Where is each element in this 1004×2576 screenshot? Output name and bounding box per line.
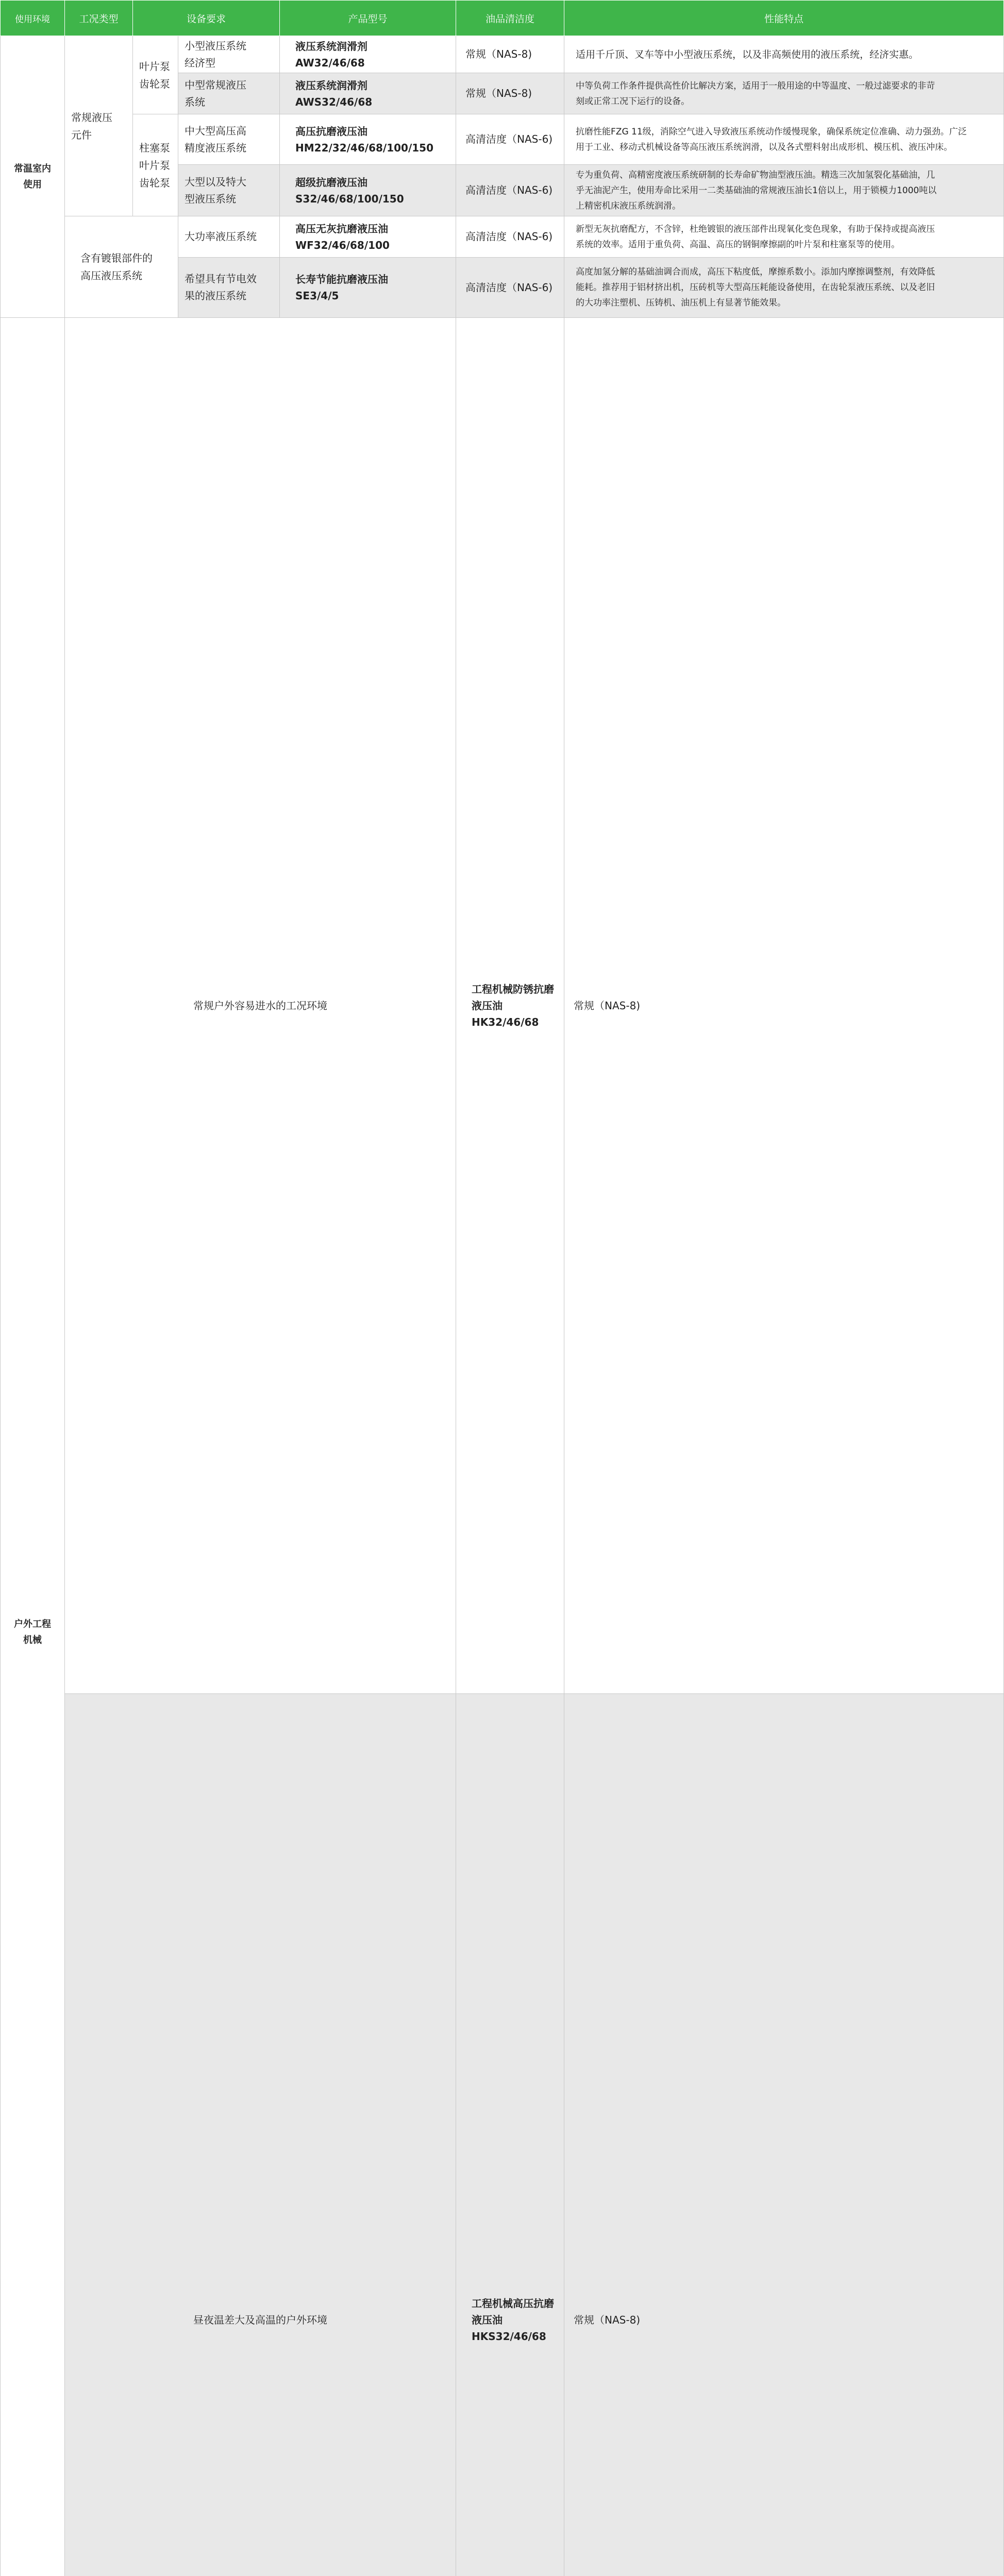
desc-cell: 高度加氢分解的基础油调合而成，高压下粘度低，摩擦系数小。添加内摩擦调整剂，有效降低 能耗。推荐用于铝材挤出机，压砖机等大型高压耗能设备使用，在齿轮泵液压系统、以及老旧 的大功率注塑机、压铸机、油压机上有显著节能效果。 [564, 258, 1004, 318]
cleanliness-cell: 高清洁度（NAS-6) [456, 114, 564, 165]
cat-conventional: 常规液压 元件 [65, 36, 133, 216]
cleanliness-cell: 常规（NAS-8) [564, 1694, 1004, 2576]
model-cell: 工程机械防锈抗磨液压油 HK32/46/68 [456, 318, 564, 1694]
env-outdoor: 户外工程 机械 [1, 318, 65, 2576]
device-cell: 大功率液压系统 [178, 216, 280, 258]
device-cell: 中型常规液压 系统 [178, 73, 280, 114]
table-row [1, 216, 1004, 258]
device-cell: 小型液压系统 经济型 [178, 36, 280, 73]
header-condition: 工况类型 [65, 1, 133, 36]
cleanliness-cell: 常规（NAS-8) [564, 318, 1004, 1694]
device-cell: 中大型高压高 精度液压系统 [178, 114, 280, 165]
cleanliness-cell: 常规（NAS-8) [456, 73, 564, 114]
device-cell: 常规户外容易进水的工况环境 [65, 318, 456, 1694]
header-product: 产品型号 [280, 1, 456, 36]
header-device: 设备要求 [133, 1, 280, 36]
cleanliness-cell: 高清洁度（NAS-6) [456, 258, 564, 318]
cleanliness-cell: 高清洁度（NAS-6) [456, 165, 564, 216]
table-row [1, 318, 1004, 1694]
device-cell: 昼夜温差大及高温的户外环境 [65, 1694, 456, 2576]
table-header-row [1, 1, 1004, 36]
model-cell: 工程机械高压抗磨液压油 HKS32/46/68 [456, 1694, 564, 2576]
model-cell: 液压系统润滑剂 AWS32/46/68 [280, 73, 456, 114]
desc-cell: 新型无灰抗磨配方，不含锌，杜绝镀银的液压部件出现氧化变色现象，有助于保持或提高液压 系统的效率。适用于重负荷、高温、高压的钢铜摩擦副的叶片泵和柱塞泵等的使用。 [564, 216, 1004, 258]
cat-piston-vane-gear: 柱塞泵 叶片泵 齿轮泵 [133, 114, 178, 216]
model-cell: 高压抗磨液压油 HM22/32/46/68/100/150 [280, 114, 456, 165]
desc-cell: 中等负荷工作条件提供高性价比解决方案，适用于一般用途的中等温度、一般过滤要求的非苛 刻或正常工况下运行的设备。 [564, 73, 1004, 114]
device-cell: 大型以及特大 型液压系统 [178, 165, 280, 216]
model-cell: 长寿节能抗磨液压油 SE3/4/5 [280, 258, 456, 318]
desc-cell: 适用千斤顶、叉车等中小型液压系统，以及非高频使用的液压系统，经济实惠。 [564, 36, 1004, 73]
model-cell: 高压无灰抗磨液压油 WF32/46/68/100 [280, 216, 456, 258]
cat-vane-gear: 叶片泵 齿轮泵 [133, 36, 178, 114]
env-indoor: 常温室内 使用 [1, 36, 65, 318]
cat-silver: 含有镀银部件的 高压液压系统 [65, 216, 178, 318]
header-cleanliness: 油品清洁度 [456, 1, 564, 36]
model-cell: 液压系统润滑剂 AW32/46/68 [280, 36, 456, 73]
header-features: 性能特点 [564, 1, 1004, 36]
desc-cell: 专为重负荷、高精密度液压系统研制的长寿命矿物油型液压油。精选三次加氢裂化基础油，几 乎无油泥产生，使用寿命比采用一二类基础油的常规液压油长1倍以上，用于锁模力1000吨以 上精密机床液压系统润滑。 [564, 165, 1004, 216]
device-cell: 希望具有节电效 果的液压系统 [178, 258, 280, 318]
table-row [1, 1694, 1004, 2576]
desc-cell: 抗磨性能FZG 11级，消除空气进入导致液压系统动作缓慢现象，确保系统定位准确、动力强劲。广泛 用于工业、移动式机械设备等高压液压系统润滑，以及各式塑料射出成形机、模压机、液压冲床。 [564, 114, 1004, 165]
table-row [1, 36, 1004, 73]
model-cell: 超级抗磨液压油 S32/46/68/100/150 [280, 165, 456, 216]
header-env: 使用环境 [1, 1, 65, 36]
cleanliness-cell: 常规（NAS-8) [456, 36, 564, 73]
table-row [1, 114, 1004, 165]
cleanliness-cell: 高清洁度（NAS-6) [456, 216, 564, 258]
